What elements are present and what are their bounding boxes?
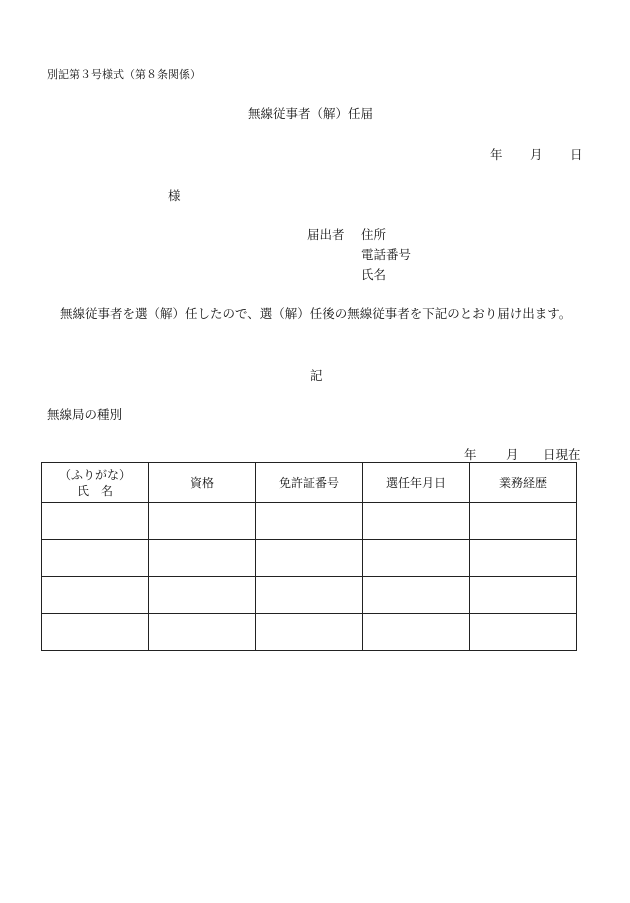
notifier-label: 届出者	[307, 227, 345, 242]
cell-work-history	[470, 540, 577, 577]
header-name-furigana: （ふりがな）	[58, 467, 131, 482]
table-row	[42, 614, 577, 651]
addressee-suffix: 様	[168, 188, 181, 203]
header-name-label: 氏 名	[76, 483, 113, 498]
header-license-number: 免許証番号	[256, 463, 363, 503]
header-work-history: 業務経歴	[470, 463, 577, 503]
cell-work-history	[470, 614, 577, 651]
date-year-label: 年	[490, 147, 503, 162]
body-text: 無線従事者を選（解）任したので、選（解）任後の無線従事者を下記のとおり届け出ます。	[60, 306, 572, 321]
station-type-label: 無線局の種別	[47, 407, 123, 422]
table-row	[42, 540, 577, 577]
address-label: 住所	[361, 227, 387, 242]
ki-heading: 記	[310, 368, 323, 383]
cell-qualification	[149, 503, 256, 540]
cell-license-number	[256, 614, 363, 651]
table-row	[42, 503, 577, 540]
header-appointment-date: 選任年月日	[363, 463, 470, 503]
cell-appointment-date	[363, 577, 470, 614]
date-day-label: 日	[570, 147, 583, 162]
cell-qualification	[149, 540, 256, 577]
date-month-label: 月	[530, 147, 543, 162]
header-qualification: 資格	[149, 463, 256, 503]
cell-name	[42, 577, 149, 614]
body-paragraph	[47, 303, 587, 324]
cell-qualification	[149, 577, 256, 614]
engineer-table	[41, 462, 577, 651]
cell-appointment-date	[363, 503, 470, 540]
header-name	[42, 463, 149, 503]
as-of-month-label: 月	[506, 447, 519, 462]
cell-license-number	[256, 540, 363, 577]
table-row	[42, 577, 577, 614]
as-of-day-label: 日現在	[543, 447, 581, 462]
name-label: 氏名	[361, 267, 387, 282]
cell-license-number	[256, 503, 363, 540]
cell-appointment-date	[363, 540, 470, 577]
cell-name	[42, 614, 149, 651]
form-reference: 別記第３号様式（第８条関係）	[47, 68, 201, 81]
cell-work-history	[470, 503, 577, 540]
as-of-year-label: 年	[464, 447, 477, 462]
cell-name	[42, 503, 149, 540]
form-title: 無線従事者（解）任届	[248, 106, 374, 121]
cell-name	[42, 540, 149, 577]
cell-appointment-date	[363, 614, 470, 651]
cell-license-number	[256, 577, 363, 614]
table-header-row	[42, 463, 577, 503]
cell-work-history	[470, 577, 577, 614]
cell-qualification	[149, 614, 256, 651]
phone-label: 電話番号	[361, 247, 412, 262]
